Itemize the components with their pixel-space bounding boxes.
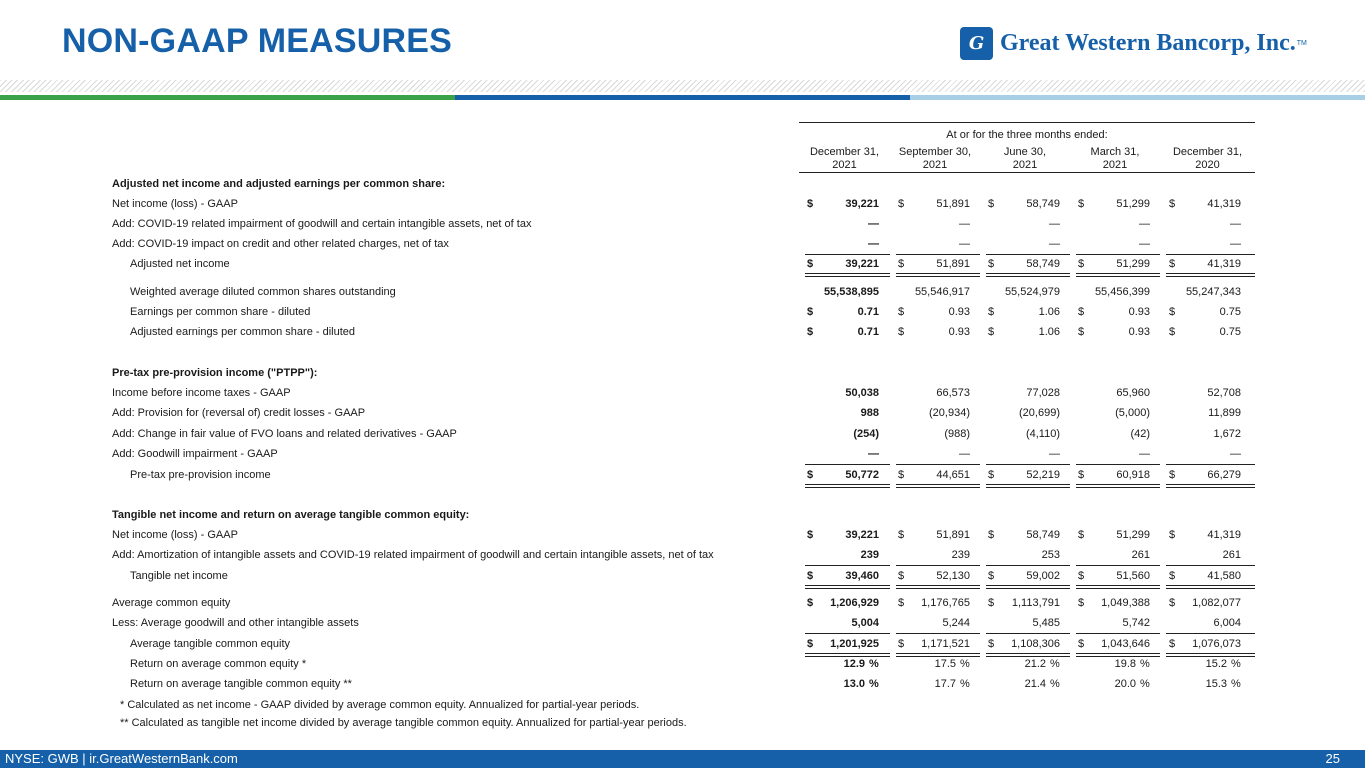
table-cell: (20,934) — [929, 407, 970, 419]
subtotal-underline — [986, 565, 1070, 566]
row-label: Less: Average goodwill and other intangible assets — [112, 617, 359, 629]
percent-symbol: % — [1140, 678, 1150, 690]
total-double-underline — [1166, 484, 1255, 488]
table-cell: 51,891 — [936, 529, 970, 541]
currency-symbol: $ — [1169, 326, 1176, 338]
table-cell: (988) — [944, 428, 970, 440]
table-cell: 0.93 — [948, 306, 970, 318]
currency-symbol: $ — [1078, 570, 1085, 582]
currency-symbol: $ — [1169, 597, 1176, 609]
currency-symbol: $ — [898, 306, 905, 318]
header-hatch-divider — [0, 80, 1365, 92]
table-cell: (5,000) — [1115, 407, 1150, 419]
table-cell: 41,319 — [1207, 529, 1241, 541]
currency-symbol: $ — [1078, 597, 1085, 609]
page-title: NON-GAAP MEASURES — [62, 22, 453, 60]
percent-symbol: % — [869, 678, 879, 690]
row-label: Pre-tax pre-provision income — [130, 469, 271, 481]
table-cell: 1,176,765 — [921, 597, 970, 609]
column-header — [1070, 146, 1160, 173]
total-double-underline — [1076, 484, 1160, 488]
table-cell: 1.06 — [1038, 326, 1060, 338]
period-header: At or for the three months ended: — [799, 122, 1255, 141]
total-double-underline — [805, 484, 890, 488]
table-cell: 1,113,791 — [1011, 597, 1060, 609]
table-cell: 261 — [1222, 549, 1241, 561]
table-cell: 21.4 — [1024, 678, 1046, 690]
table-cell: — — [959, 218, 970, 230]
table-cell: 1,043,646 — [1101, 638, 1150, 650]
currency-symbol: $ — [1078, 469, 1085, 481]
table-cell: 11,899 — [1208, 407, 1241, 419]
table-cell: 6,004 — [1213, 617, 1241, 629]
table-cell: 253 — [1041, 549, 1060, 561]
total-double-underline — [986, 273, 1070, 277]
table-cell: 51,299 — [1116, 529, 1150, 541]
total-double-underline — [805, 273, 890, 277]
table-cell: 21.2 — [1024, 658, 1046, 670]
table-cell: 0.93 — [1128, 306, 1150, 318]
subtotal-underline — [1076, 464, 1160, 465]
table-cell: 66,279 — [1207, 469, 1241, 481]
currency-symbol: $ — [807, 326, 814, 338]
currency-symbol: $ — [988, 638, 995, 650]
table-cell: 59,002 — [1026, 570, 1060, 582]
header-color-band — [0, 95, 1365, 100]
currency-symbol: $ — [1169, 469, 1176, 481]
table-cell: (4,110) — [1025, 428, 1060, 440]
percent-symbol: % — [1231, 658, 1241, 670]
table-cell: 0.71 — [857, 306, 879, 318]
row-label: Tangible net income — [130, 570, 228, 582]
subtotal-underline — [805, 464, 890, 465]
table-cell: 17.7 — [934, 678, 956, 690]
table-cell: 39,221 — [845, 529, 879, 541]
column-header-line1: December 31, — [809, 146, 880, 158]
table-cell: 50,038 — [845, 387, 879, 399]
currency-symbol: $ — [898, 570, 905, 582]
table-cell: 51,299 — [1116, 258, 1150, 270]
table-cell: 52,219 — [1026, 469, 1060, 481]
column-header — [799, 146, 890, 173]
total-double-underline — [896, 585, 980, 589]
total-double-underline — [1166, 585, 1255, 589]
currency-symbol: $ — [1078, 306, 1085, 318]
currency-symbol: $ — [988, 469, 995, 481]
currency-symbol: $ — [988, 570, 995, 582]
footer-bar — [0, 750, 1365, 768]
column-header-line2: 2021 — [1102, 159, 1128, 171]
table-cell: 41,580 — [1207, 570, 1241, 582]
table-cell: 55,546,917 — [914, 286, 970, 298]
table-cell: 1,082,077 — [1192, 597, 1241, 609]
subtotal-underline — [986, 633, 1070, 634]
table-cell: 44,651 — [936, 469, 970, 481]
total-double-underline — [1076, 585, 1160, 589]
currency-symbol: $ — [1078, 198, 1085, 210]
table-cell: 39,221 — [845, 198, 879, 210]
subtotal-underline — [1076, 565, 1160, 566]
subtotal-underline — [1166, 254, 1255, 255]
table-cell: — — [1230, 448, 1241, 460]
table-cell: 15.2 — [1205, 658, 1227, 670]
row-label: Net income (loss) - GAAP — [112, 529, 238, 541]
column-header — [980, 146, 1070, 173]
table-cell: 58,749 — [1026, 258, 1060, 270]
subtotal-underline — [1076, 254, 1160, 255]
row-label: Return on average tangible common equity ** — [130, 678, 352, 690]
percent-symbol: % — [1050, 658, 1060, 670]
column-header-line2: 2021 — [832, 159, 857, 171]
page-number: 25 — [1325, 751, 1340, 766]
table-cell: — — [1049, 448, 1060, 460]
row-label: Add: COVID-19 impact on credit and other related charges, net of tax — [112, 238, 449, 250]
table-cell: 66,573 — [936, 387, 970, 399]
table-cell: 0.75 — [1219, 326, 1241, 338]
currency-symbol: $ — [807, 258, 814, 270]
total-double-underline — [805, 653, 890, 657]
total-double-underline — [896, 273, 980, 277]
table-cell: 41,319 — [1207, 258, 1241, 270]
column-header-line2: 2021 — [922, 159, 948, 171]
row-label: Adjusted net income — [130, 258, 230, 270]
logo-text: Great Western Bancorp, Inc. — [1000, 29, 1296, 56]
section-heading: Adjusted net income and adjusted earnings per common share: — [112, 178, 446, 190]
company-logo — [960, 26, 1307, 60]
table-cell: 5,485 — [1032, 617, 1060, 629]
band-light-blue — [910, 95, 1365, 100]
table-cell: 51,560 — [1116, 570, 1150, 582]
total-double-underline — [896, 484, 980, 488]
total-double-underline — [1166, 273, 1255, 277]
table-cell: 988 — [860, 407, 879, 419]
subtotal-underline — [896, 633, 980, 634]
table-cell: (42) — [1130, 428, 1150, 440]
currency-symbol: $ — [898, 198, 905, 210]
subtotal-underline — [805, 565, 890, 566]
table-cell: 51,891 — [936, 258, 970, 270]
table-cell: 17.5 — [934, 658, 956, 670]
currency-symbol: $ — [1169, 638, 1176, 650]
table-cell: 1,049,388 — [1101, 597, 1150, 609]
table-cell: 41,319 — [1207, 198, 1241, 210]
column-header-line1: June 30, — [1003, 146, 1047, 158]
table-cell: — — [1049, 238, 1060, 250]
table-cell: — — [959, 448, 970, 460]
currency-symbol: $ — [898, 529, 905, 541]
subtotal-underline — [986, 254, 1070, 255]
footnote: * Calculated as net income - GAAP divided by average common equity. Annualized for partial-year periods. — [120, 699, 640, 711]
subtotal-underline — [805, 254, 890, 255]
table-cell: 60,918 — [1116, 469, 1150, 481]
table-cell: 1,201,925 — [830, 638, 879, 650]
percent-symbol: % — [960, 658, 970, 670]
total-double-underline — [896, 653, 980, 657]
column-header-line1: March 31, — [1090, 146, 1140, 158]
table-cell: (254) — [853, 428, 879, 440]
currency-symbol: $ — [898, 326, 905, 338]
table-cell: 0.75 — [1219, 306, 1241, 318]
column-header-line1: December 31, — [1172, 146, 1243, 158]
table-cell: 55,247,343 — [1185, 286, 1241, 298]
table-cell: 15.3 — [1205, 678, 1227, 690]
table-cell: — — [1139, 448, 1150, 460]
table-cell: 58,749 — [1026, 529, 1060, 541]
currency-symbol: $ — [807, 469, 814, 481]
table-cell: 13.0 — [843, 678, 865, 690]
total-double-underline — [1076, 653, 1160, 657]
currency-symbol: $ — [807, 306, 814, 318]
table-cell: 5,244 — [942, 617, 970, 629]
percent-symbol: % — [1050, 678, 1060, 690]
currency-symbol: $ — [988, 306, 995, 318]
table-cell: 58,749 — [1026, 198, 1060, 210]
row-label: Adjusted earnings per common share - diluted — [130, 326, 356, 338]
table-cell: 12.9 — [843, 658, 865, 670]
logo-trademark: TM — [1296, 39, 1307, 47]
table-cell: 239 — [860, 549, 879, 561]
total-double-underline — [1076, 273, 1160, 277]
currency-symbol: $ — [807, 570, 814, 582]
table-cell: 55,538,895 — [823, 286, 879, 298]
table-cell: — — [868, 218, 879, 230]
currency-symbol: $ — [807, 638, 814, 650]
currency-symbol: $ — [898, 258, 905, 270]
column-header — [1160, 146, 1255, 173]
subtotal-underline — [896, 565, 980, 566]
subtotal-underline — [1166, 633, 1255, 634]
currency-symbol: $ — [988, 529, 995, 541]
table-cell: 19.8 — [1114, 658, 1136, 670]
table-cell: 50,772 — [845, 469, 879, 481]
row-label: Weighted average diluted common shares outstanding — [130, 286, 396, 298]
table-cell: — — [1230, 238, 1241, 250]
currency-symbol: $ — [807, 597, 814, 609]
table-cell: 39,460 — [845, 570, 879, 582]
currency-symbol: $ — [988, 258, 995, 270]
percent-symbol: % — [1231, 678, 1241, 690]
table-cell: 51,299 — [1116, 198, 1150, 210]
table-cell: 65,960 — [1116, 387, 1150, 399]
currency-symbol: $ — [1169, 529, 1176, 541]
footnote: ** Calculated as tangible net income divided by average tangible common equity. Annualized for partial-year periods. — [120, 717, 687, 729]
table-cell: 5,742 — [1122, 617, 1150, 629]
table-cell: — — [1230, 218, 1241, 230]
table-cell: 1,108,306 — [1011, 638, 1060, 650]
row-label: Add: COVID-19 related impairment of goodwill and certain intangible assets, net of tax — [112, 218, 532, 230]
currency-symbol: $ — [988, 198, 995, 210]
table-cell: — — [868, 448, 879, 460]
table-cell: — — [1139, 238, 1150, 250]
subtotal-underline — [896, 254, 980, 255]
row-label: Add: Goodwill impairment - GAAP — [112, 448, 278, 460]
table-cell: — — [959, 238, 970, 250]
column-header — [890, 146, 980, 173]
currency-symbol: $ — [1169, 258, 1176, 270]
currency-symbol: $ — [1078, 326, 1085, 338]
total-double-underline — [986, 484, 1070, 488]
currency-symbol: $ — [1078, 258, 1085, 270]
table-cell: 52,708 — [1207, 387, 1241, 399]
subtotal-underline — [896, 464, 980, 465]
currency-symbol: $ — [1078, 529, 1085, 541]
currency-symbol: $ — [1078, 638, 1085, 650]
table-cell: 1,206,929 — [830, 597, 879, 609]
percent-symbol: % — [1140, 658, 1150, 670]
table-cell: 261 — [1131, 549, 1150, 561]
table-cell: 239 — [951, 549, 970, 561]
column-header-line1: September 30, — [898, 146, 972, 158]
subtotal-underline — [1166, 565, 1255, 566]
currency-symbol: $ — [988, 326, 995, 338]
table-cell: — — [868, 238, 879, 250]
table-cell: 55,456,399 — [1094, 286, 1150, 298]
table-cell: 55,524,979 — [1004, 286, 1060, 298]
table-cell: — — [1139, 218, 1150, 230]
logo-mark-icon: G — [960, 27, 993, 60]
currency-symbol: $ — [807, 198, 814, 210]
section-heading: Pre-tax pre-provision income ("PTPP"): — [112, 367, 318, 379]
total-double-underline — [986, 653, 1070, 657]
column-header-line2: 2020 — [1195, 159, 1220, 171]
band-green — [0, 95, 455, 100]
table-cell: 5,004 — [851, 617, 879, 629]
table-cell: 1,171,521 — [921, 638, 970, 650]
row-label: Add: Amortization of intangible assets and COVID-19 related impairment of goodwill and certain intangible assets, net of tax — [112, 549, 714, 561]
row-label: Earnings per common share - diluted — [130, 306, 311, 318]
row-label: Add: Provision for (reversal of) credit losses - GAAP — [112, 407, 366, 419]
total-double-underline — [1166, 653, 1255, 657]
table-cell: 0.93 — [948, 326, 970, 338]
row-label: Average tangible common equity — [130, 638, 291, 650]
section-heading: Tangible net income and return on average tangible common equity: — [112, 509, 470, 521]
subtotal-underline — [1166, 464, 1255, 465]
subtotal-underline — [805, 633, 890, 634]
table-cell: 51,891 — [936, 198, 970, 210]
table-cell: 20.0 — [1114, 678, 1136, 690]
currency-symbol: $ — [1169, 306, 1176, 318]
table-cell: 1,076,073 — [1192, 638, 1241, 650]
row-label: Average common equity — [112, 597, 231, 609]
table-cell: 77,028 — [1026, 387, 1060, 399]
total-double-underline — [805, 585, 890, 589]
percent-symbol: % — [869, 658, 879, 670]
footer-ticker-link[interactable]: NYSE: GWB | ir.GreatWesternBank.com — [5, 751, 238, 766]
row-label: Return on average common equity * — [130, 658, 307, 670]
currency-symbol: $ — [898, 469, 905, 481]
currency-symbol: $ — [988, 597, 995, 609]
band-blue — [455, 95, 910, 100]
table-cell: 52,130 — [936, 570, 970, 582]
currency-symbol: $ — [1169, 198, 1176, 210]
percent-symbol: % — [960, 678, 970, 690]
table-cell: 0.93 — [1128, 326, 1150, 338]
subtotal-underline — [986, 464, 1070, 465]
row-label: Income before income taxes - GAAP — [112, 387, 291, 399]
total-double-underline — [986, 585, 1070, 589]
currency-symbol: $ — [898, 638, 905, 650]
table-cell: 1.06 — [1038, 306, 1060, 318]
row-label: Net income (loss) - GAAP — [112, 198, 238, 210]
column-header-line2: 2021 — [1012, 159, 1038, 171]
table-cell: (20,699) — [1019, 407, 1060, 419]
table-cell: 1,672 — [1213, 428, 1241, 440]
currency-symbol: $ — [807, 529, 814, 541]
subtotal-underline — [1076, 633, 1160, 634]
currency-symbol: $ — [1169, 570, 1176, 582]
table-cell: 39,221 — [845, 258, 879, 270]
row-label: Add: Change in fair value of FVO loans and related derivatives - GAAP — [112, 428, 457, 440]
currency-symbol: $ — [898, 597, 905, 609]
table-cell: — — [1049, 218, 1060, 230]
table-cell: 0.71 — [857, 326, 879, 338]
